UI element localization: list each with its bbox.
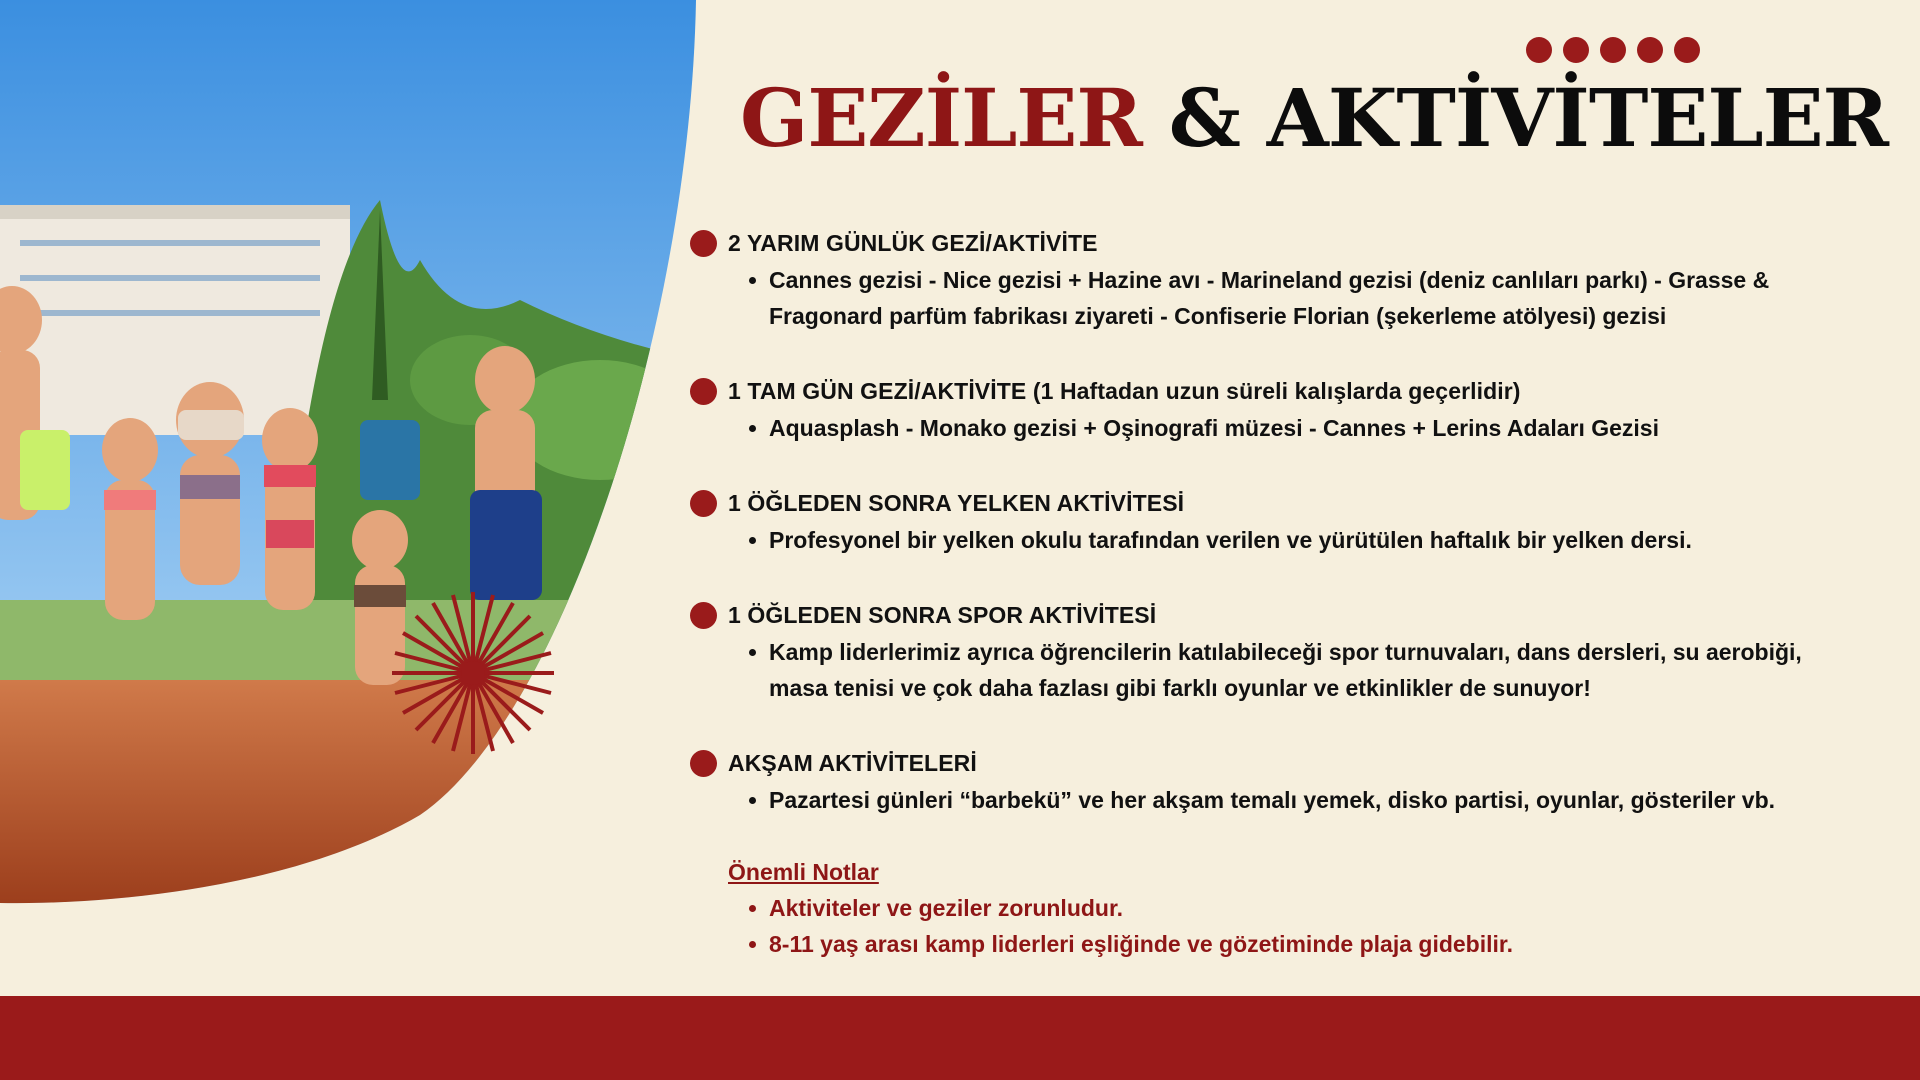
page-title <box>0 71 1920 165</box>
title-part-black: & AKTİVİTELER <box>1168 71 1889 165</box>
section-title: 1 ÖĞLEDEN SONRA YELKEN AKTİVİTESİ <box>728 489 1185 516</box>
list-item: Cannes gezisi - Nice gezisi + Hazine avı - Marineland gezisi (deniz canlıları parkı) - Grasse & Fragonard parfüm fabrikası ziyareti - Confiserie Florian (şekerleme atölyesi) gezisi <box>769 262 1870 334</box>
bullet-dot-icon <box>690 230 717 257</box>
dot-icon <box>1600 37 1626 63</box>
bullet-dot-icon <box>690 602 717 629</box>
dot-icon <box>1674 37 1700 63</box>
bullet-dot-icon <box>690 378 717 405</box>
activity-list <box>690 224 1870 962</box>
title-part-red: GEZİLER <box>740 71 1142 165</box>
dot-icon <box>1637 37 1663 63</box>
dot-icon <box>1563 37 1589 63</box>
footer-bar <box>0 996 1920 1080</box>
bullet-dot-icon <box>690 750 717 777</box>
note-item: 8-11 yaş arası kamp liderleri eşliğinde ve gözetiminde plaja gidebilir. <box>769 926 1870 962</box>
important-notes <box>728 854 1870 962</box>
list-item: Profesyonel bir yelken okulu tarafından verilen ve yürütülen haftalık bir yelken dersi. <box>769 522 1870 558</box>
section-title: AKŞAM AKTİVİTELERİ <box>728 749 977 776</box>
section-half-day-trips <box>690 224 1870 334</box>
sunburst-ornament <box>392 592 554 754</box>
list-item: Aquasplash - Monako gezisi + Oşinografi müzesi - Cannes + Lerins Adaları Gezisi <box>769 410 1870 446</box>
decorative-dots <box>1526 37 1700 63</box>
section-sailing <box>690 484 1870 558</box>
section-title: 1 ÖĞLEDEN SONRA SPOR AKTİVİTESİ <box>728 601 1157 628</box>
notes-heading: Önemli Notlar <box>728 859 879 885</box>
note-item: Aktiviteler ve geziler zorunludur. <box>769 890 1870 926</box>
section-title: 1 TAM GÜN GEZİ/AKTİVİTE (1 Haftadan uzun süreli kalışlarda geçerlidir) <box>728 377 1521 404</box>
dot-icon <box>1526 37 1552 63</box>
section-sports <box>690 596 1870 706</box>
list-item: Kamp liderlerimiz ayrıca öğrencilerin katılabileceği spor turnuvaları, dans dersleri, su aerobiği, masa tenisi ve çok daha fazlası gibi farklı oyunlar ve etkinlikler de sunuyor! <box>769 634 1870 706</box>
section-full-day-trip <box>690 372 1870 446</box>
bullet-dot-icon <box>690 490 717 517</box>
section-evening <box>690 744 1870 818</box>
list-item: Pazartesi günleri “barbekü” ve her akşam temalı yemek, disko partisi, oyunlar, gösteriler vb. <box>769 782 1870 818</box>
section-title: 2 YARIM GÜNLÜK GEZİ/AKTİVİTE <box>728 229 1098 256</box>
